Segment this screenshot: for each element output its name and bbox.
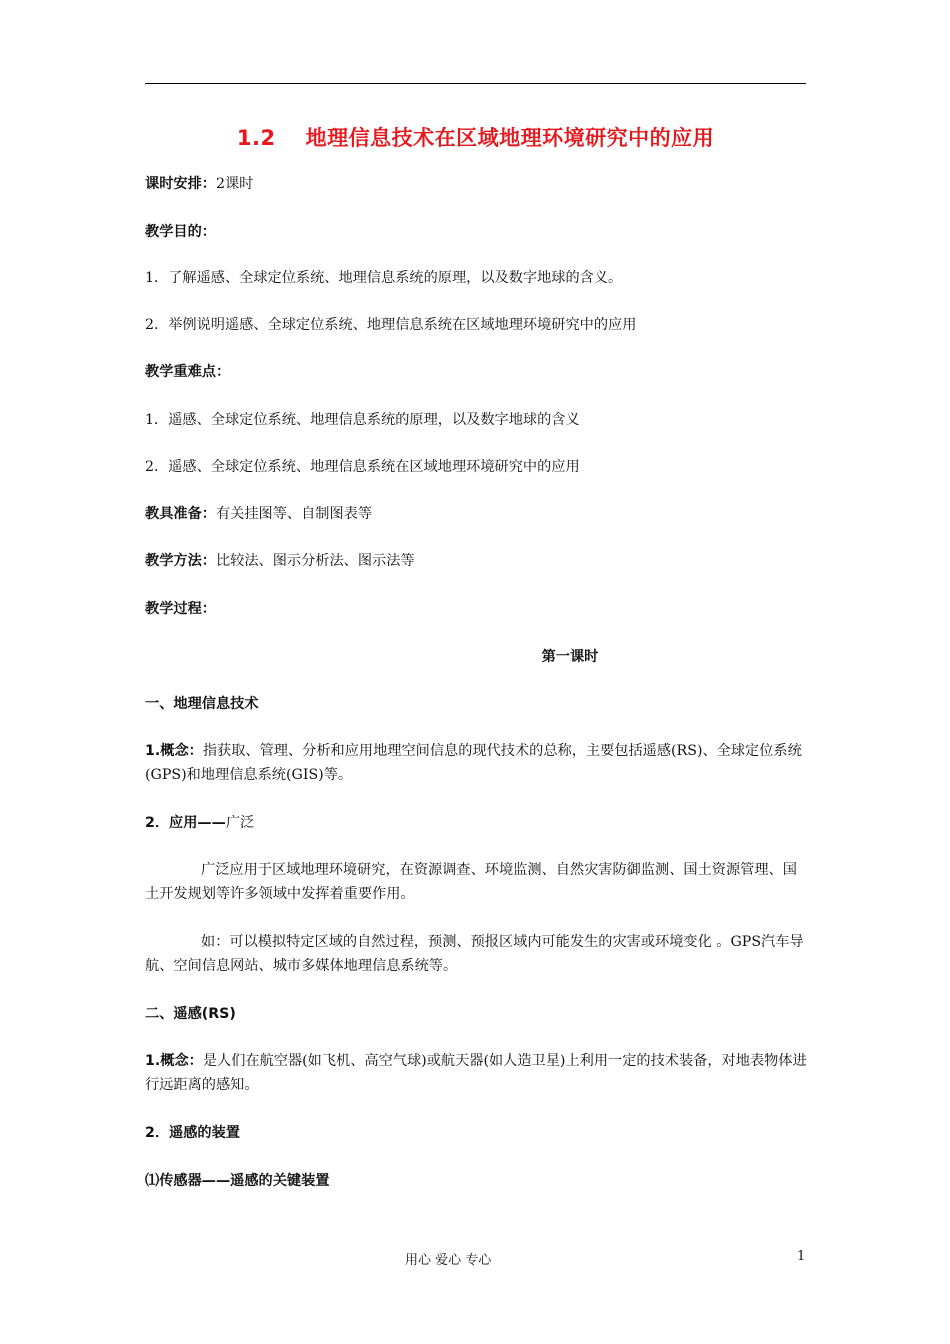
section1-heading: 一、地理信息技术: [145, 696, 259, 712]
keypoints-label: 教学重难点：: [145, 364, 231, 380]
keypoint-item: 2．遥感、全球定位系统、地理信息系统在区域地理环境研究中的应用: [145, 459, 580, 475]
title-text: 地理信息技术在区域地理环境研究中的应用: [305, 126, 715, 150]
section2-heading: 二、遥感(RS): [145, 1006, 236, 1022]
header-rule: [145, 83, 806, 84]
schedule-value: 2课时: [215, 176, 254, 192]
footer-motto: 用心 爱心 专心: [405, 1253, 492, 1268]
goals-label: 教学目的：: [145, 224, 216, 240]
goal-item: 1．了解遥感、全球定位系统、地理信息系统的原理，以及数字地球的含义。: [145, 270, 623, 286]
schedule-line: [145, 172, 810, 196]
tools-label: 教具准备：: [145, 506, 216, 522]
schedule-label: 课时安排：: [145, 176, 216, 192]
tools-line: [145, 502, 810, 526]
section1-concept-text: 指获取、管理、分析和应用地理空间信息的现代技术的总称，主要包括遥感(RS)、全球定位系统(GPS)和地理信息系统(GIS)等。: [145, 743, 802, 783]
tools-value: 有关挂图等、自制图表等: [215, 506, 373, 522]
section1-concept: [145, 739, 810, 787]
methods-value: 比较法、图示分析法、图示法等: [215, 553, 415, 569]
section1-example-paragraph: 如：可以模拟特定区域的自然过程，预测、预报区域内可能发生的灾害或环境变化 。GPS汽车导航、空间信息网站、城市多媒体地理信息系统等。: [145, 934, 804, 974]
page-number: 1: [797, 1249, 806, 1264]
section1-app-paragraph: 广泛应用于区域地理环境研究，在资源调查、环境监测、自然灾害防御监测、国土资源管理、国土开发规划等许多领域中发挥着重要作用。: [145, 862, 797, 902]
section1-app-value: 广泛: [225, 815, 255, 831]
title-number: 1.2: [236, 126, 276, 150]
section2-concept-label: 1.概念：: [145, 1053, 203, 1069]
section2-concept: [145, 1049, 810, 1097]
section1-concept-label: 1.概念：: [145, 743, 203, 759]
section1-app-label: 2．应用——: [145, 815, 226, 831]
device-heading: 2．遥感的装置: [145, 1125, 240, 1141]
methods-label: 教学方法：: [145, 553, 216, 569]
section1-application: [145, 811, 810, 835]
sensor-heading: ⑴传感器——遥感的关键装置: [145, 1173, 330, 1189]
goal-item: 2．举例说明遥感、全球定位系统、地理信息系统在区域地理环境研究中的应用: [145, 317, 637, 333]
page-title: [145, 122, 806, 152]
section2-concept-text: 是人们在航空器(如飞机、高空气球)或航天器(如人造卫星)上利用一定的技术装备，对地表物体进行远距离的感知。: [145, 1053, 807, 1093]
keypoint-item: 1．遥感、全球定位系统、地理信息系统的原理，以及数字地球的含义: [145, 412, 580, 428]
methods-line: [145, 549, 810, 573]
lesson-heading: 第一课时: [541, 649, 599, 665]
process-label: 教学过程：: [145, 601, 216, 617]
